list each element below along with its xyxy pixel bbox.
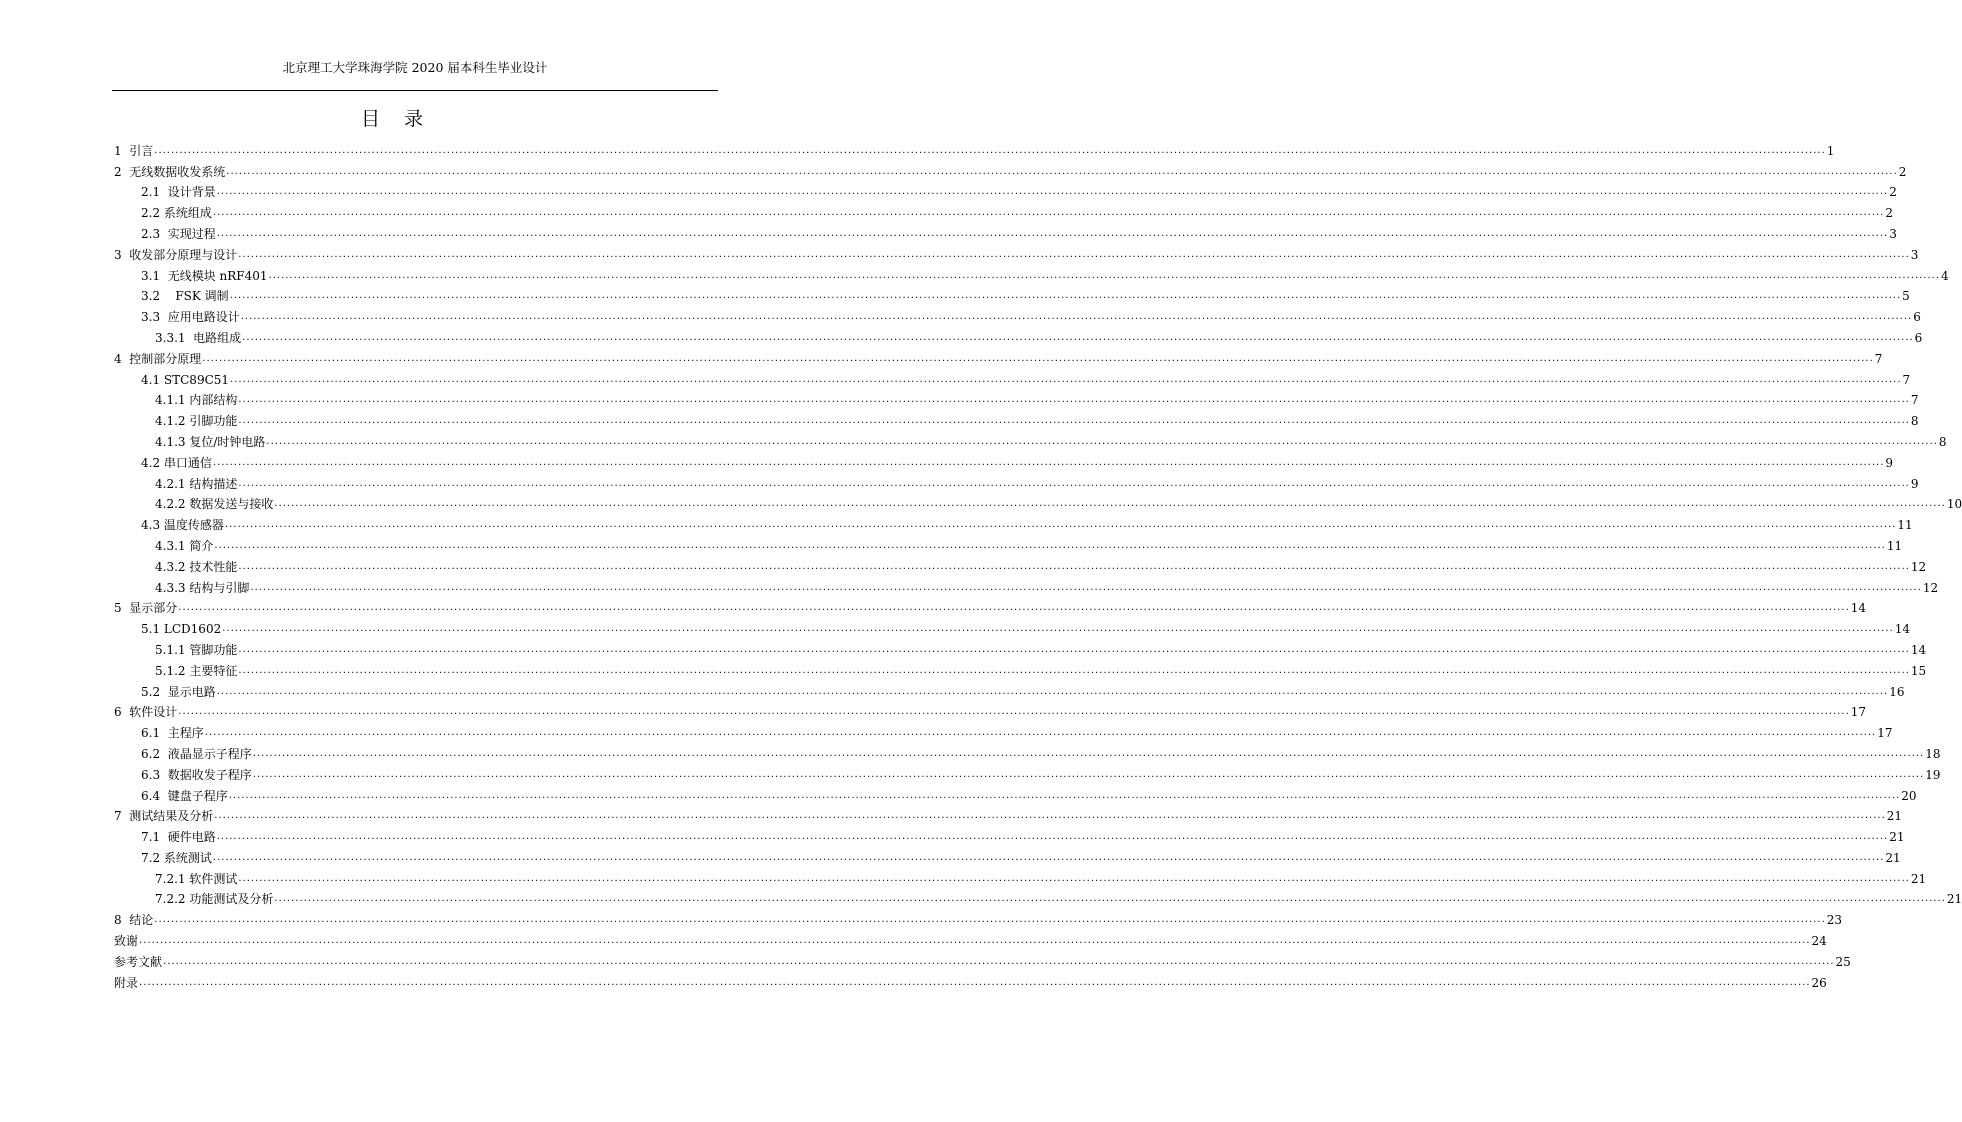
toc-entry-label: 4.1 STC89C51 [141,372,230,387]
page-header: 北京理工大学珠海学院 2020 届本科生毕业设计 [282,60,548,75]
toc-entry[interactable] [114,782,1917,803]
toc-entry-label: 5.2 显示电路 [141,684,216,699]
toc-entry-label: 4.3 温度传感器 [141,518,224,533]
toc-entry[interactable] [114,886,1962,907]
toc-entry[interactable] [114,844,1901,865]
dot-leader: ................................................................................................................................................................................................................................................................................................................................................................................................................ [216,227,1889,239]
dot-leader: ................................................................................................................................................................................................................................................................................................................................................................................................................ [238,560,1910,572]
toc-entry-label: 4 控制部分原理 [114,351,202,366]
toc-entry-label: 5.1 LCD1602 [141,622,222,637]
toc-entry-page: 17 [1850,705,1867,720]
toc-entry-label: 4.3.1 简介 [155,538,214,553]
toc-entry-label: 2.2 系统组成 [141,206,212,221]
toc-entry[interactable] [114,906,1843,928]
toc-entry-label: 3.3 应用电路设计 [141,310,240,325]
toc-entry-page: 3 [1910,247,1919,262]
dot-leader: ................................................................................................................................................................................................................................................................................................................................................................................................................ [238,643,1910,655]
toc-entry[interactable] [114,220,1897,241]
toc-entry[interactable] [114,491,1962,512]
toc-entry[interactable] [114,948,1851,969]
toc-entry[interactable] [114,158,1907,179]
toc-entry[interactable] [114,865,1927,886]
toc-entry-page: 21 [1886,809,1903,824]
header-divider [112,90,718,91]
toc-entry-page: 9 [1910,476,1919,491]
toc-entry-label: 1 引言 [114,143,154,158]
dot-leader: ................................................................................................................................................................................................................................................................................................................................................................................................................ [252,747,1925,759]
toc-entry-label: 7.2.2 功能测试及分析 [155,892,274,907]
toc-entry-page: 16 [1889,684,1905,699]
toc-entry-label: 7.2.1 软件测试 [155,871,238,886]
toc-entry-page: 11 [1897,518,1913,533]
dot-leader: ................................................................................................................................................................................................................................................................................................................................................................................................................ [238,872,1910,884]
dot-leader: ................................................................................................................................................................................................................................................................................................................................................................................................................ [212,456,1885,468]
dot-leader: ................................................................................................................................................................................................................................................................................................................................................................................................................ [266,435,1938,447]
toc-entry-page: 26 [1811,975,1827,990]
toc-entry[interactable] [114,719,1893,741]
toc-entry-page: 2 [1885,206,1894,221]
toc-entry[interactable] [114,262,1949,283]
toc-entry-page: 5 [1902,289,1910,304]
toc-entry-page: 4 [1941,268,1949,283]
toc-entry-label: 3 收发部分原理与设计 [114,247,238,262]
toc-entry[interactable] [114,969,1827,990]
toc-entry-page: 7 [1902,372,1911,387]
toc-entry-page: 6 [1914,330,1923,345]
toc-entry[interactable] [114,366,1911,387]
dot-leader: ................................................................................................................................................................................................................................................................................................................................................................................................................ [163,955,1835,967]
toc-entry[interactable] [114,387,1919,408]
dot-leader: ................................................................................................................................................................................................................................................................................................................................................................................................................ [229,290,1902,302]
toc-entry[interactable] [114,761,1941,782]
toc-entry-page: 11 [1886,538,1903,553]
dot-leader: ................................................................................................................................................................................................................................................................................................................................................................................................................ [238,477,1910,489]
dot-leader: ................................................................................................................................................................................................................................................................................................................................................................................................................ [212,851,1885,863]
toc-entry-page: 1 [1826,143,1835,158]
dot-leader: ................................................................................................................................................................................................................................................................................................................................................................................................................ [216,186,1889,198]
dot-leader: ................................................................................................................................................................................................................................................................................................................................................................................................................ [238,248,1910,260]
toc-entry-label: 6.2 液晶显示子程序 [141,746,252,761]
toc-entry-label: 7.2 系统测试 [141,850,212,865]
toc-entry-label: 3.2 FSK 调制 [141,289,229,304]
toc-entry-label: 6.4 键盘子程序 [141,788,228,803]
toc-entry-label: 7.1 硬件电路 [141,830,216,845]
toc-entry[interactable] [114,803,1903,824]
toc-entry[interactable] [114,449,1894,470]
toc-entry[interactable] [114,283,1910,304]
dot-leader: ................................................................................................................................................................................................................................................................................................................................................................................................................ [204,727,1877,739]
dot-leader: ................................................................................................................................................................................................................................................................................................................................................................................................................ [274,498,1946,510]
dot-leader: ................................................................................................................................................................................................................................................................................................................................................................................................................ [202,352,1874,364]
toc-entry-page: 14 [1910,642,1927,657]
toc-entry-page: 3 [1889,226,1897,241]
toc-entry-page: 23 [1826,913,1843,928]
toc-entry[interactable] [114,511,1913,533]
dot-leader: ................................................................................................................................................................................................................................................................................................................................................................................................................ [226,165,1898,177]
toc-entry[interactable] [114,179,1897,200]
dot-leader: ................................................................................................................................................................................................................................................................................................................................................................................................................ [154,144,1826,156]
dot-leader: ................................................................................................................................................................................................................................................................................................................................................................................................................ [178,602,1850,614]
toc-entry-page: 21 [1885,850,1901,865]
toc-entry-page: 21 [1946,892,1962,907]
dot-leader: ................................................................................................................................................................................................................................................................................................................................................................................................................ [216,685,1889,697]
dot-leader: ................................................................................................................................................................................................................................................................................................................................................................................................................ [214,539,1886,551]
toc-entry-page: 14 [1894,622,1910,637]
toc-entry-page: 7 [1874,351,1883,366]
toc-entry[interactable] [114,574,1939,595]
toc-entry-page: 8 [1910,414,1919,429]
toc-entry[interactable] [114,428,1947,449]
toc-entry-page: 20 [1901,788,1917,803]
dot-leader: ................................................................................................................................................................................................................................................................................................................................................................................................................ [212,207,1885,219]
toc-entry-label: 4.1.2 引脚功能 [155,414,238,429]
toc-entry-page: 14 [1850,601,1867,616]
toc-entry-label: 4.2.1 结构描述 [155,476,238,491]
toc-entry[interactable] [114,699,1867,720]
toc-entry-page: 24 [1811,934,1827,949]
toc-entry-page: 12 [1922,580,1939,595]
toc-entry[interactable] [114,927,1827,949]
toc-entry-page: 12 [1910,559,1927,574]
toc-entry-label: 5.1.1 管脚功能 [155,642,238,657]
dot-leader: ................................................................................................................................................................................................................................................................................................................................................................................................................ [252,768,1925,780]
toc-entry[interactable] [114,532,1903,553]
toc-title: 目 录 [360,108,433,130]
toc-entry[interactable] [114,324,1923,345]
toc-entry-label: 4.3.3 结构与引脚 [155,580,250,595]
toc-entry-page: 21 [1889,830,1905,845]
table-of-contents [114,137,1962,990]
toc-entry-label: 5.1.2 主要特征 [155,663,238,678]
toc-entry-page: 2 [1889,185,1897,200]
dot-leader: ................................................................................................................................................................................................................................................................................................................................................................................................................ [139,976,1811,988]
toc-entry[interactable] [114,678,1905,699]
toc-entry[interactable] [114,137,1835,158]
dot-leader: ................................................................................................................................................................................................................................................................................................................................................................................................................ [274,893,1946,905]
toc-entry-page: 25 [1835,954,1851,969]
toc-entry-label: 3.1 无线模块 nRF401 [141,268,268,283]
dot-leader: ................................................................................................................................................................................................................................................................................................................................................................................................................ [268,269,1941,281]
toc-entry-label: 5 显示部分 [114,601,178,616]
toc-entry-label: 2 无线数据收发系统 [114,164,226,179]
toc-entry-page: 18 [1925,746,1941,761]
toc-entry[interactable] [114,740,1941,761]
dot-leader: ................................................................................................................................................................................................................................................................................................................................................................................................................ [139,935,1811,947]
toc-entry-page: 9 [1885,455,1894,470]
toc-entry-label: 4.3.2 技术性能 [155,559,238,574]
dot-leader: ................................................................................................................................................................................................................................................................................................................................................................................................................ [240,311,1913,323]
toc-entry[interactable] [114,823,1905,845]
toc-entry-label: 6.3 数据收发子程序 [141,767,252,782]
toc-entry-page: 8 [1938,434,1947,449]
dot-leader: ................................................................................................................................................................................................................................................................................................................................................................................................................ [214,810,1886,822]
dot-leader: ................................................................................................................................................................................................................................................................................................................................................................................................................ [238,415,1910,427]
toc-entry[interactable] [114,636,1927,657]
dot-leader: ................................................................................................................................................................................................................................................................................................................................................................................................................ [228,789,1901,801]
toc-entry-label: 4.2.2 数据发送与接收 [155,497,274,512]
toc-entry-page: 17 [1877,726,1893,741]
toc-entry-label: 3.3.1 电路组成 [155,330,242,345]
toc-entry-page: 6 [1913,310,1921,325]
toc-entry[interactable] [114,199,1894,221]
dot-leader: ................................................................................................................................................................................................................................................................................................................................................................................................................ [250,581,1922,593]
toc-entry[interactable] [114,303,1921,325]
dot-leader: ................................................................................................................................................................................................................................................................................................................................................................................................................ [216,831,1889,843]
dot-leader: ................................................................................................................................................................................................................................................................................................................................................................................................................ [238,394,1910,406]
toc-entry-page: 21 [1910,871,1927,886]
toc-entry-label: 6.1 主程序 [141,726,204,741]
toc-entry-page: 15 [1910,663,1927,678]
toc-entry-page: 19 [1925,767,1941,782]
toc-entry[interactable] [114,615,1910,637]
dot-leader: ................................................................................................................................................................................................................................................................................................................................................................................................................ [238,664,1910,676]
toc-entry-label: 6 软件设计 [114,705,178,720]
toc-entry-label: 2.3 实现过程 [141,226,216,241]
toc-entry[interactable] [114,595,1867,616]
toc-entry[interactable] [114,470,1919,491]
toc-entry-label: 附录 [114,975,139,990]
dot-leader: ................................................................................................................................................................................................................................................................................................................................................................................................................ [222,623,1894,635]
toc-entry-label: 4.1.1 内部结构 [155,393,238,408]
dot-leader: ................................................................................................................................................................................................................................................................................................................................................................................................................ [224,519,1897,531]
toc-entry-label: 4.2 串口通信 [141,455,212,470]
toc-entry[interactable] [114,553,1927,574]
toc-entry-label: 8 结论 [114,913,154,928]
dot-leader: ................................................................................................................................................................................................................................................................................................................................................................................................................ [154,914,1826,926]
dot-leader: ................................................................................................................................................................................................................................................................................................................................................................................................................ [230,373,1902,385]
dot-leader: ................................................................................................................................................................................................................................................................................................................................................................................................................ [242,331,1914,343]
toc-entry[interactable] [114,657,1927,678]
toc-entry-page: 2 [1898,164,1907,179]
toc-entry-page: 10 [1946,497,1962,512]
toc-entry-label: 参考文献 [114,954,163,969]
toc-entry-label: 致谢 [114,934,139,949]
toc-entry-label: 4.1.3 复位/时钟电路 [155,434,266,449]
dot-leader: ................................................................................................................................................................................................................................................................................................................................................................................................................ [178,706,1850,718]
toc-entry-page: 7 [1910,393,1919,408]
toc-entry-label: 7 测试结果及分析 [114,809,214,824]
toc-entry[interactable] [114,407,1919,429]
toc-entry[interactable] [114,345,1883,366]
toc-entry-label: 2.1 设计背景 [141,185,216,200]
toc-entry[interactable] [114,241,1919,262]
